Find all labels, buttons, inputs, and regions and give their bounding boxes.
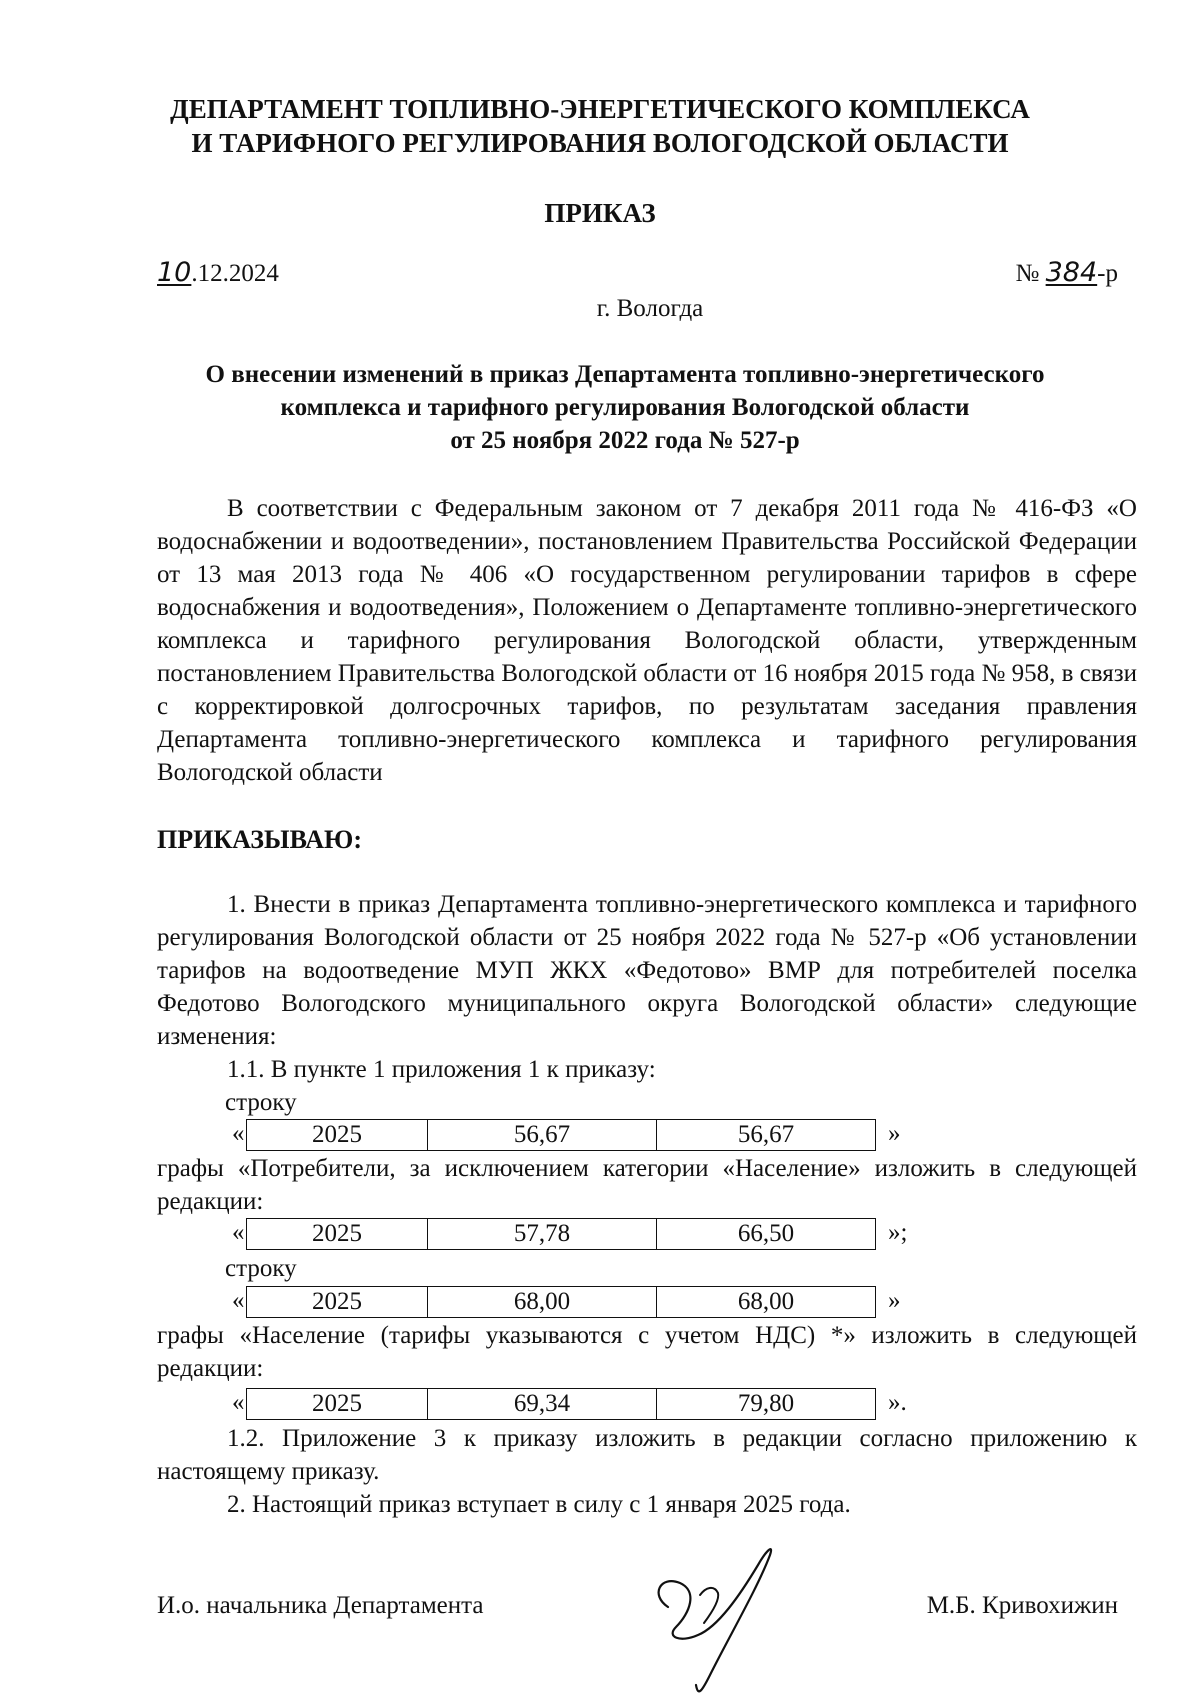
year-cell: 2025 (247, 1120, 428, 1151)
graph-2-paragraph: графы «Население (тарифы указываются с учетом НДС) *» изложить в следующей редакции: (157, 1322, 1137, 1382)
value-cell: 56,67 (428, 1120, 657, 1151)
document-date (157, 257, 279, 288)
value-cell: 57,78 (428, 1219, 657, 1250)
subject-line-3: от 25 ноября 2022 года № 527-р (450, 427, 800, 454)
department-title (0, 92, 1200, 160)
tariff-row-table-1 (246, 1119, 876, 1151)
number-suffix: -р (1097, 260, 1118, 287)
document-number (1016, 257, 1118, 288)
number-prefix: № (1015, 260, 1046, 287)
table-row (247, 1389, 876, 1420)
document-type: ПРИКАЗ (544, 198, 656, 228)
year-cell: 2025 (247, 1287, 428, 1318)
number-handwritten: 384 (1045, 257, 1098, 288)
table-row (247, 1120, 876, 1151)
row-label-1: строку (225, 1089, 297, 1116)
signer-name: М.Б. Кривохижин (926, 1592, 1118, 1619)
row-label-2: строку (225, 1255, 297, 1282)
quote-close-2: »; (888, 1219, 908, 1246)
year-cell: 2025 (247, 1389, 428, 1420)
table-row (247, 1219, 876, 1250)
preamble-paragraph: В соответствии с Федеральным законом от 7 декабря 2011 года № 416-ФЗ «О водоснабжении и водоотведении», постановлением Правительства Российской Федерации от 13 мая 2013 года № 406 «О государственном регулировании тарифов в сфере водоснабжения и водоотведения», Положением о Департаменте топливно-энергетического комплекса и тарифного регулирования Вологодской области, утвержденным постановлением Правительства Вологодской области от 16 ноября 2015 года № 958, в связи с корректировкой долгосрочных тарифов, по результатам заседания правления Департамента топливно-энергетического комплекса и тарифного регулирования Вологодской области (157, 495, 1137, 786)
signer-position: И.о. начальника Департамента (157, 1592, 484, 1619)
document-subject (0, 358, 1200, 457)
quote-open-1: « (232, 1120, 245, 1147)
resolve-heading: ПРИКАЗЫВАЮ: (157, 825, 362, 854)
value-cell: 79,80 (657, 1389, 876, 1420)
value-cell: 66,50 (657, 1219, 876, 1250)
value-cell: 56,67 (657, 1120, 876, 1151)
date-day-handwritten: 10 (157, 257, 192, 288)
table-row (247, 1287, 876, 1318)
item-1-1-line: 1.1. В пункте 1 приложения 1 к приказу: (227, 1056, 656, 1083)
quote-open-4: « (232, 1389, 245, 1416)
item-2-line: 2. Настоящий приказ вступает в силу с 1 января 2025 года. (227, 1491, 851, 1518)
department-line-1: ДЕПАРТАМЕНТ ТОПЛИВНО-ЭНЕРГЕТИЧЕСКОГО КОМПЛЕКСА (170, 94, 1030, 124)
department-line-2: И ТАРИФНОГО РЕГУЛИРОВАНИЯ ВОЛОГОДСКОЙ ОБЛАСТИ (191, 128, 1009, 158)
tariff-row-table-3 (246, 1286, 876, 1318)
quote-close-1: » (888, 1120, 901, 1147)
date-rest: .12.2024 (191, 260, 279, 287)
value-cell: 68,00 (657, 1287, 876, 1318)
item-1-2-paragraph: 1.2. Приложение 3 к приказу изложить в редакции согласно приложению к настоящему приказу. (157, 1425, 1137, 1485)
tariff-row-table-4 (246, 1388, 876, 1420)
item-1-paragraph: 1. Внести в приказ Департамента топливно-энергетического комплекса и тарифного регулирования Вологодской области от 25 ноября 2022 года № 527-р «Об установлении тарифов на водоотведение МУП ЖКХ «Федотово» ВМР для потребителей поселка Федотово Вологодского муниципального округа Вологодской области» следующие изменения: (157, 891, 1137, 1050)
value-cell: 69,34 (428, 1389, 657, 1420)
subject-line-2: комплекса и тарифного регулирования Вологодской области (280, 394, 970, 421)
quote-open-2: « (232, 1219, 245, 1246)
tariff-row-table-2 (246, 1218, 876, 1250)
city: г. Вологда (596, 295, 704, 322)
quote-close-4: ». (888, 1389, 907, 1416)
graph-1-paragraph: графы «Потребители, за исключением категории «Население» изложить в следующей редакции: (157, 1155, 1137, 1215)
quote-close-3: » (888, 1287, 901, 1314)
handwritten-signature-icon (640, 1535, 800, 1695)
year-cell: 2025 (247, 1219, 428, 1250)
value-cell: 68,00 (428, 1287, 657, 1318)
quote-open-3: « (232, 1287, 245, 1314)
subject-line-1: О внесении изменений в приказ Департамента топливно-энергетического (205, 361, 1045, 388)
